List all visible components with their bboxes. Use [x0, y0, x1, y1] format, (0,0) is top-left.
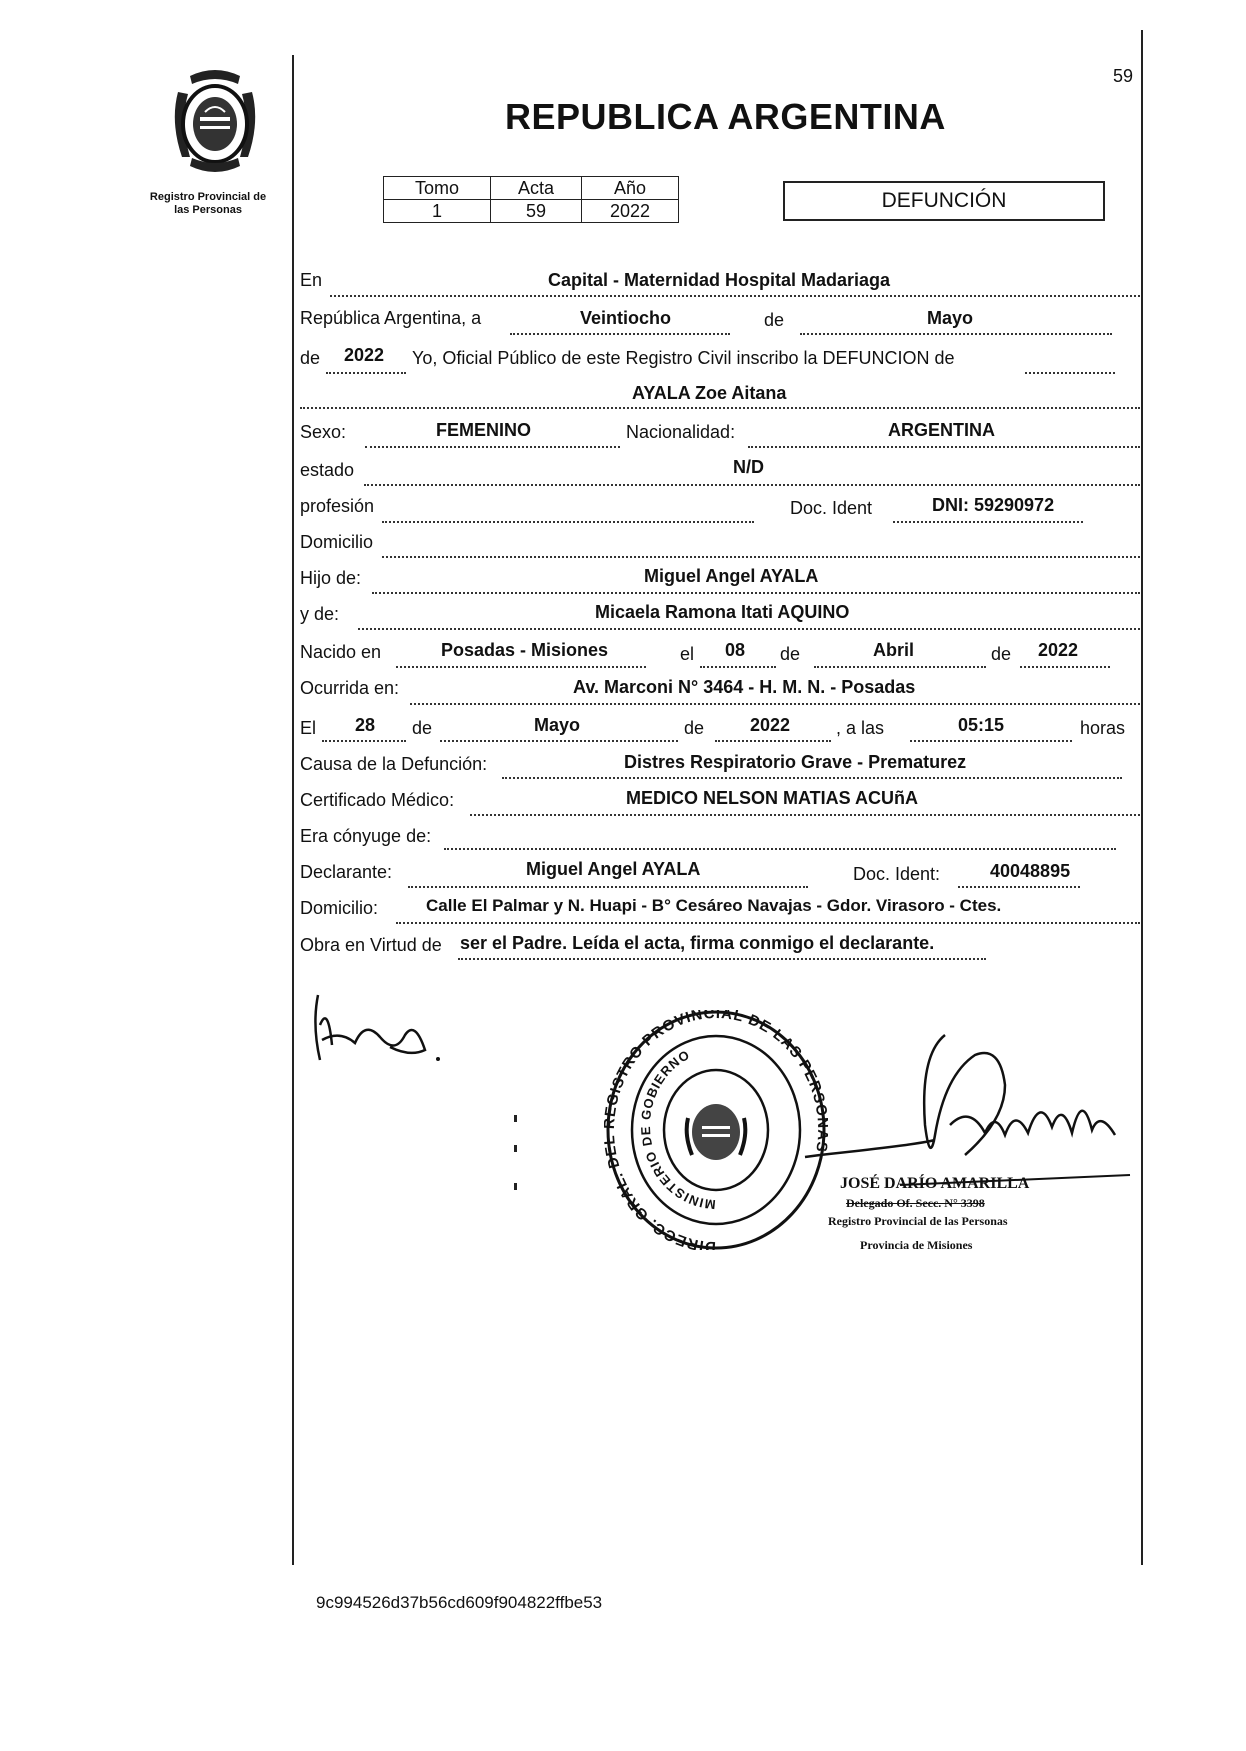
- doc-ident-value: DNI: 59290972: [932, 495, 1055, 515]
- certificado-value: MEDICO NELSON MATIAS ACUñA: [626, 788, 918, 808]
- mother-name: Micaela Ramona Itati AQUINO: [595, 602, 850, 622]
- official-seal: [604, 1010, 828, 1250]
- dot-mark: [514, 1145, 517, 1152]
- profesion-label: profesión: [300, 496, 375, 516]
- dotted-line: [408, 886, 808, 888]
- dotted-line: [958, 886, 1080, 888]
- republica-label: República Argentina, a: [300, 308, 482, 328]
- obra-label: Obra en Virtud de: [300, 935, 442, 955]
- dotted-line: [440, 740, 678, 742]
- death-year: 2022: [750, 715, 791, 735]
- dotted-line: [502, 777, 1122, 779]
- yde-label: y de:: [300, 604, 340, 624]
- table-header-tomo: Tomo: [384, 177, 491, 200]
- estado-label: estado: [300, 460, 355, 480]
- official-name: JOSÉ DARÍO AMARILLA: [840, 1175, 1030, 1192]
- table-header-acta: Acta: [491, 177, 582, 200]
- certificado-label: Certificado Médico:: [300, 790, 455, 810]
- doc-ident-label: Doc. Ident: [790, 498, 873, 518]
- document-hash: 9c994526d37b56cd609f904822ffbe53: [316, 1593, 603, 1612]
- page-title: REPUBLICA ARGENTINA: [505, 96, 946, 137]
- declarant-signature: [310, 985, 450, 1075]
- deceased-name: AYALA Zoe Aitana: [632, 383, 787, 403]
- de3-label: de: [991, 644, 1012, 664]
- record-table: [383, 176, 679, 223]
- dot-mark: [514, 1183, 517, 1190]
- el-label: el: [680, 644, 695, 664]
- record-type-box: DEFUNCIÓN: [783, 181, 1105, 221]
- de4-label: de: [412, 718, 433, 738]
- dot-mark: [514, 1115, 517, 1122]
- seal-outer-text: DIRECC. GRAL. D GISTRO PROVINCIAL DE LAS PERS: [604, 1010, 828, 1250]
- estado-value: N/D: [733, 457, 764, 477]
- de5-label: de: [684, 718, 705, 738]
- dotted-line: [458, 958, 986, 960]
- day-words-value: Veintiocho: [580, 308, 672, 328]
- official-role: Delegado Of. Secc. N° 3398: [846, 1196, 985, 1210]
- dotted-line: [715, 740, 831, 742]
- org-name-line1: Registro Provincial de: [149, 191, 267, 203]
- dotted-line: [326, 372, 406, 374]
- year-prefix-label: de: [300, 348, 321, 368]
- month-value: Mayo: [927, 308, 974, 328]
- dotted-line: [382, 521, 754, 523]
- dotted-line: [358, 628, 1140, 630]
- table-value-acta: 59: [491, 200, 582, 223]
- dotted-line: [300, 407, 1140, 409]
- doc-ident2-label: Doc. Ident:: [853, 864, 941, 884]
- dotted-line: [322, 740, 406, 742]
- ocurrida-label: Ocurrida en:: [300, 678, 400, 698]
- right-margin-rule: [1141, 30, 1143, 1565]
- declarante-label: Declarante:: [300, 862, 393, 882]
- sexo-label: Sexo:: [300, 422, 347, 442]
- dotted-line: [396, 666, 646, 668]
- el2-label: El: [300, 718, 317, 738]
- dotted-line: [470, 814, 1140, 816]
- de-label: de: [764, 310, 785, 330]
- declarante-value: Miguel Angel AYALA: [526, 859, 701, 879]
- place-value: Capital - Maternidad Hospital Madariaga: [548, 270, 891, 290]
- domicilio-label: Domicilio: [300, 532, 374, 552]
- alas-label: , a las: [836, 718, 885, 738]
- seal-emblem-icon: [687, 1104, 746, 1160]
- province-emblem: [160, 62, 270, 182]
- table-value-ano: 2022: [582, 200, 679, 223]
- org-name: [128, 191, 288, 217]
- birth-day: 08: [725, 640, 746, 660]
- dotted-line: [800, 333, 1112, 335]
- official-province: Provincia de Misiones: [860, 1238, 973, 1252]
- conyuge-label: Era cónyuge de:: [300, 826, 432, 846]
- nacido-label: Nacido en: [300, 642, 382, 662]
- official-office: Registro Provincial de las Personas: [828, 1214, 1008, 1228]
- dotted-line: [330, 295, 1140, 297]
- dotted-line: [372, 592, 1140, 594]
- left-margin-rule: [292, 55, 294, 1565]
- death-place: Av. Marconi N° 3464 - H. M. N. - Posadas: [573, 677, 916, 697]
- nacionalidad-value: ARGENTINA: [888, 420, 995, 440]
- death-day: 28: [355, 715, 376, 735]
- dotted-line: [1025, 372, 1115, 374]
- doc-ident2-value: 40048895: [990, 861, 1071, 881]
- de2-label: de: [780, 644, 801, 664]
- dotted-line: [893, 521, 1083, 523]
- domicilio2-value: Calle El Palmar y N. Huapi - B° Cesáreo Navajas - Gdor. Virasoro - Ctes.: [426, 896, 1002, 915]
- year-value: 2022: [344, 345, 385, 365]
- horas-label: horas: [1080, 718, 1126, 738]
- dotted-line: [910, 740, 1072, 742]
- dotted-line: [510, 333, 730, 335]
- birth-year: 2022: [1038, 640, 1079, 660]
- causa-label: Causa de la Defunción:: [300, 754, 488, 774]
- org-name-line2: las Personas: [174, 204, 242, 216]
- dotted-line: [814, 666, 986, 668]
- dotted-line: [364, 484, 1140, 486]
- en-label: En: [300, 270, 323, 290]
- birth-place: Posadas - Misiones: [441, 640, 609, 660]
- page-number: 59: [1113, 66, 1134, 86]
- seal-inner-text: MINISTERIO DE GOBIERNO: [637, 1046, 717, 1213]
- father-name: Miguel Angel AYALA: [644, 566, 819, 586]
- dotted-line: [365, 446, 620, 448]
- dotted-line: [382, 556, 1140, 558]
- death-month: Mayo: [534, 715, 581, 735]
- obra-value: ser el Padre. Leída el acta, firma conmigo el declarante.: [460, 933, 935, 953]
- inscribe-text: Yo, Oficial Público de este Registro Civil inscribo la DEFUNCION de: [412, 348, 955, 368]
- causa-value: Distres Respiratorio Grave - Prematurez: [624, 752, 967, 772]
- dotted-line: [700, 666, 776, 668]
- domicilio2-label: Domicilio:: [300, 898, 379, 918]
- sexo-value: FEMENINO: [436, 420, 532, 440]
- dotted-line: [396, 922, 1140, 924]
- table-value-tomo: 1: [384, 200, 491, 223]
- dotted-line: [1020, 666, 1110, 668]
- birth-month: Abril: [873, 640, 915, 660]
- nacionalidad-label: Nacionalidad:: [626, 422, 736, 442]
- dotted-line: [748, 446, 1140, 448]
- dotted-line: [444, 848, 1116, 850]
- hijo-label: Hijo de:: [300, 568, 362, 588]
- table-header-ano: Año: [582, 177, 679, 200]
- dotted-line: [410, 703, 1140, 705]
- death-time: 05:15: [958, 715, 1005, 735]
